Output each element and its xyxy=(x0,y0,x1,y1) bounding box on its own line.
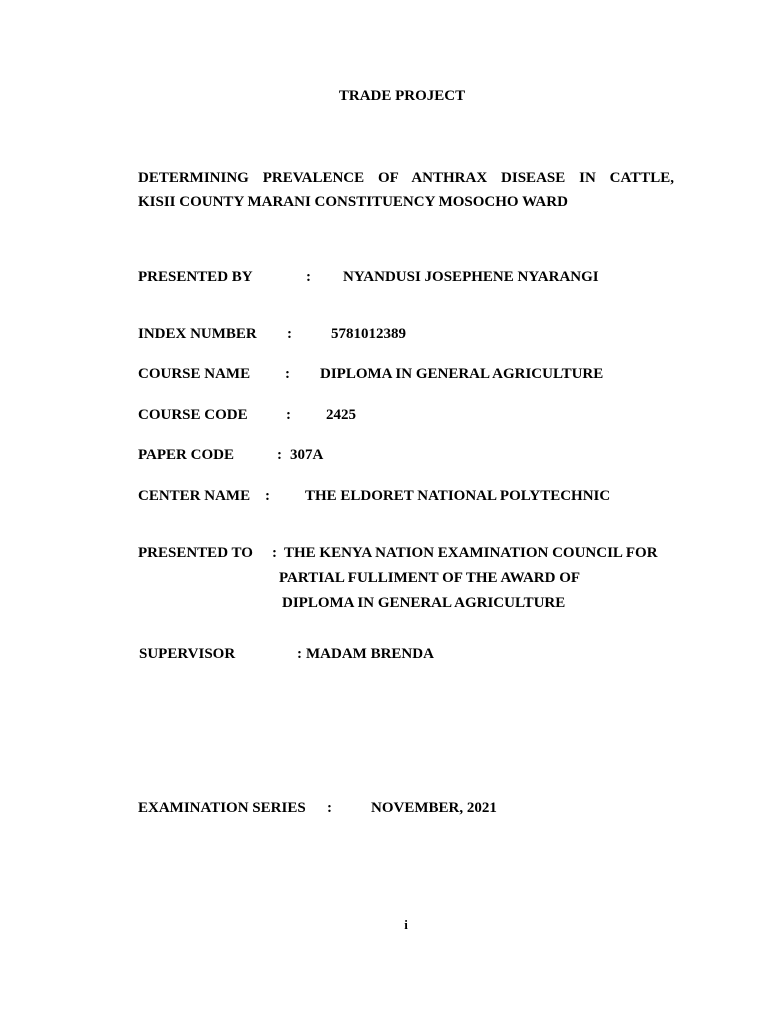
presented-by-value: NYANDUSI JOSEPHENE NYARANGI xyxy=(343,269,599,285)
course-code-value: 2425 xyxy=(326,407,356,423)
document-heading: TRADE PROJECT xyxy=(338,88,466,104)
examination-series-label: EXAMINATION SERIES xyxy=(138,800,306,816)
course-code-separator: : xyxy=(286,407,291,423)
presented-by-separator: : xyxy=(306,269,311,285)
presented-to-separator: : xyxy=(272,545,277,561)
course-name-value: DIPLOMA IN GENERAL AGRICULTURE xyxy=(320,366,604,382)
center-name-value: THE ELDORET NATIONAL POLYTECHNIC xyxy=(305,488,611,504)
course-name-separator: : xyxy=(285,366,290,382)
paper-code-separator: : xyxy=(277,447,282,463)
supervisor-separator: : xyxy=(297,646,302,662)
supervisor-label: SUPERVISOR xyxy=(139,646,236,662)
examination-series-value: NOVEMBER, 2021 xyxy=(371,800,497,816)
project-topic-line-2: KISII COUNTY MARANI CONSTITUENCY MOSOCHO WARD xyxy=(138,194,568,210)
index-number-label: INDEX NUMBER xyxy=(138,326,257,342)
presented-to-value-line-2: PARTIAL FULLIMENT OF THE AWARD OF xyxy=(279,570,581,586)
index-number-value: 5781012389 xyxy=(331,326,406,342)
supervisor-value: MADAM BRENDA xyxy=(306,646,434,662)
index-number-separator: : xyxy=(287,326,292,342)
course-name-label: COURSE NAME xyxy=(138,366,251,382)
presented-by-label: PRESENTED BY xyxy=(138,269,253,285)
paper-code-value: 307A xyxy=(290,447,324,463)
center-name-label: CENTER NAME xyxy=(138,488,251,504)
examination-series-separator: : xyxy=(327,800,332,816)
center-name-separator: : xyxy=(265,488,270,504)
page-number: i xyxy=(404,917,408,932)
presented-to-value-line-3: DIPLOMA IN GENERAL AGRICULTURE xyxy=(282,595,566,611)
project-topic-line-1: DETERMINING PREVALENCE OF ANTHRAX DISEASE IN CATTLE, xyxy=(138,170,674,186)
presented-to-value-line-1: THE KENYA NATION EXAMINATION COUNCIL FOR xyxy=(284,545,658,561)
presented-to-label: PRESENTED TO xyxy=(138,545,253,561)
course-code-label: COURSE CODE xyxy=(138,407,248,423)
paper-code-label: PAPER CODE xyxy=(138,447,234,463)
